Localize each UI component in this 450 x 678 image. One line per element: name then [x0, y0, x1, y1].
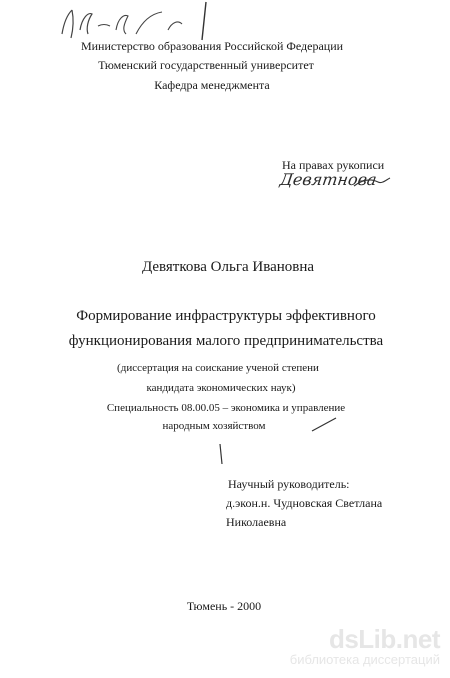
specialty-line-1: Специальность 08.00.05 – экономика и управление [106, 402, 346, 414]
watermark-subtitle: библиотека диссертаций [289, 652, 440, 668]
author-signature: Девятнова [278, 170, 378, 189]
subtitle-line-2: кандидата экономических наук) [146, 382, 296, 394]
specialty-line-2: народным хозяйством [162, 420, 266, 432]
city-year: Тюмень - 2000 [186, 599, 262, 613]
supervisor-line-1: д.экон.н. Чудновская Светлана [226, 496, 383, 510]
watermark [290, 626, 440, 668]
signature-underline [352, 174, 392, 190]
watermark-logo: dsLib.net [328, 624, 440, 655]
rights-label: На правах рукописи [282, 158, 385, 172]
university-name: Тюменский государственный университет [98, 58, 314, 72]
subtitle-line-1: (диссертация на соискание ученой степени [117, 362, 319, 374]
title-line-1: Формирование инфраструктуры эффективного [76, 308, 376, 324]
department-name: Кафедра менеджмента [154, 78, 270, 92]
supervisor-line-2: Николаевна [226, 515, 287, 529]
author-name: Девяткова Ольга Ивановна [141, 259, 315, 275]
title-line-2: функционирования малого предпринимательства [68, 333, 384, 349]
supervisor-label: Научный руководитель: [228, 477, 350, 491]
ministry-name: Министерство образования Российской Федерации [80, 39, 344, 53]
pen-mark [310, 415, 338, 435]
handwritten-stamp [58, 0, 218, 44]
pen-tick [216, 442, 226, 466]
